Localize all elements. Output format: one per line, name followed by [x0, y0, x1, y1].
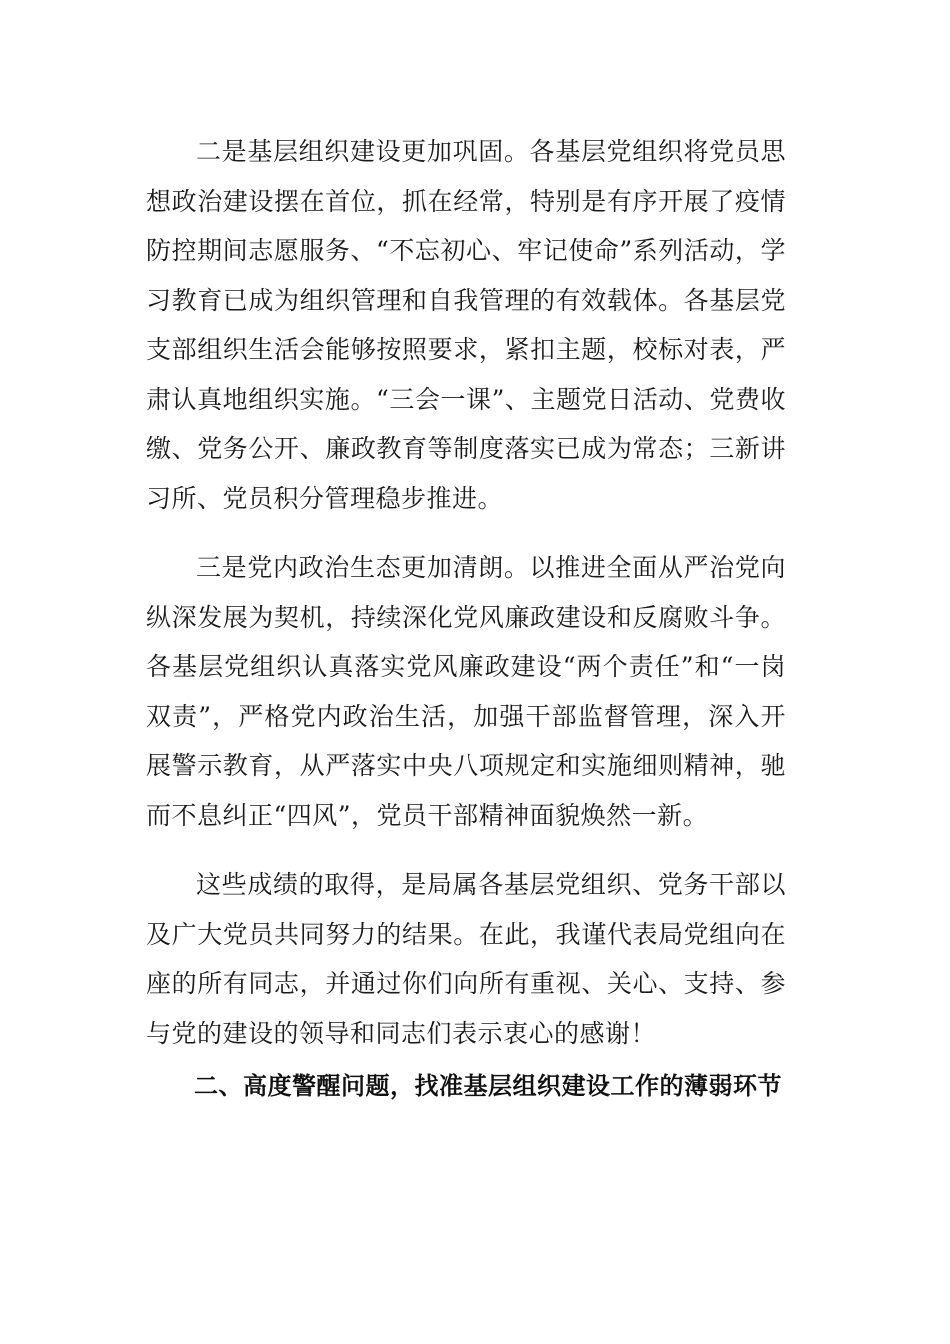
- section-heading: 二、高度警醒问题，找准基层组织建设工作的薄弱环节: [194, 1072, 782, 1100]
- paragraph-grassroots-organization: 二是基层组织建设更加巩固。各基层党组织将党员思想政治建设摆在首位，抓在经常，特别是有序开展了疫情防控期间志愿服务、“不忘初心、牢记使命”系列活动，学习教育已成为组织管理和自我管理的有效载体。各基层党支部组织生活会能够按照要求，紧扣主题，校标对表，严肃认真地组织实施。“三会一课”、主题党日活动、党费收缴、党务公开、廉政教育等制度落实已成为常态；三新讲习所、党员积分管理稳步推进。: [146, 137, 786, 513]
- paragraph-acknowledgement: 这些成绩的取得，是局属各基层党组织、党务干部以及广大党员共同努力的结果。在此，我谨代表局党组向在座的所有同志，并通过你们向所有重视、关心、支持、参与党的建设的领导和同志们表示衷心的感谢！: [146, 870, 786, 1048]
- paragraph-political-ecology: 三是党内政治生态更加清朗。以推进全面从严治党向纵深发展为契机，持续深化党风廉政建设和反腐败斗争。各基层党组织认真落实党风廉政建设“两个责任”和“一岗双责”，严格党内政治生活，加强干部监督管理，深入开展警示教育，从严落实中央八项规定和实施细则精神，驰而不息纠正“四风”，党员干部精神面貌焕然一新。: [146, 553, 786, 830]
